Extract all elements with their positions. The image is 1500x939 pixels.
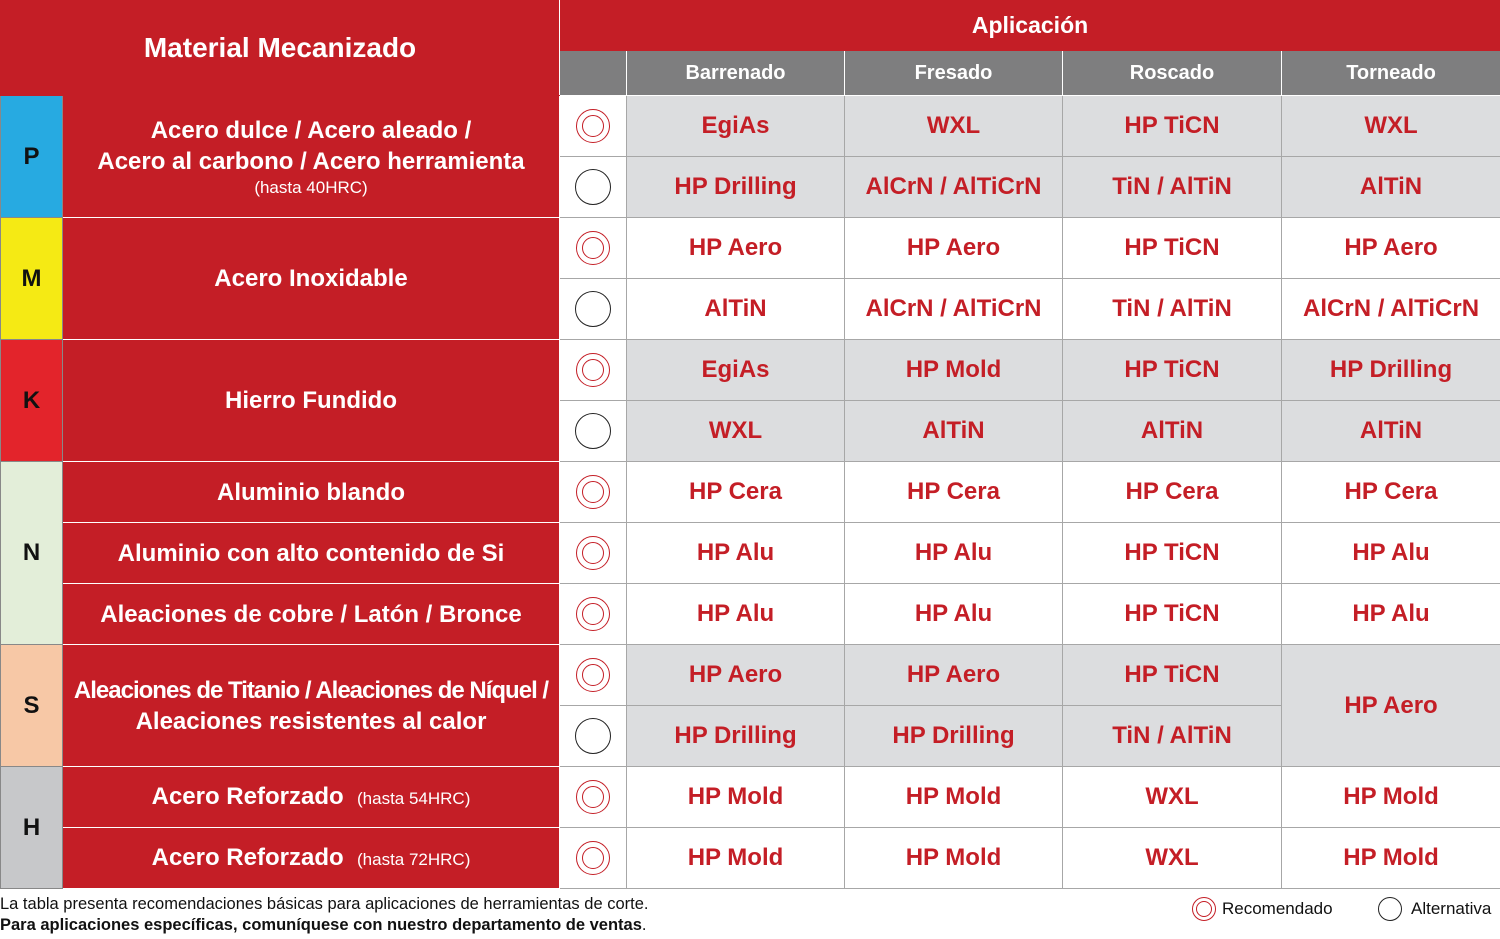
table-cell: WXL bbox=[627, 401, 845, 462]
material-s bbox=[63, 645, 560, 767]
table-cell: HP Mold bbox=[627, 767, 845, 828]
material-p-line2: Acero al carbono / Acero herramienta bbox=[97, 147, 525, 175]
table-cell: HP Mold bbox=[845, 340, 1063, 401]
table-cell: HP Aero bbox=[845, 645, 1063, 706]
material-h2-note: (hasta 72HRC) bbox=[357, 849, 471, 869]
table-cell: HP TiCN bbox=[1063, 218, 1282, 279]
double-ring-icon bbox=[576, 841, 610, 875]
material-s-line2: Aleaciones resistentes al calor bbox=[135, 707, 487, 735]
material-m: Acero Inoxidable bbox=[63, 218, 560, 340]
alternative-symbol bbox=[560, 279, 627, 340]
material-h1 bbox=[63, 767, 560, 828]
material-h2-name: Acero Reforzado bbox=[151, 843, 344, 871]
table-cell: HP TiCN bbox=[1063, 645, 1282, 706]
table-cell: AlTiN bbox=[1282, 401, 1500, 462]
table-cell: HP Aero bbox=[845, 218, 1063, 279]
circle-icon bbox=[575, 413, 611, 449]
double-ring-icon bbox=[576, 231, 610, 265]
circle-icon bbox=[575, 718, 611, 754]
table-cell: HP Cera bbox=[627, 462, 845, 523]
table-cell: EgiAs bbox=[627, 340, 845, 401]
table-cell: WXL bbox=[845, 96, 1063, 157]
material-k: Hierro Fundido bbox=[63, 340, 560, 462]
recommended-symbol bbox=[560, 340, 627, 401]
table-cell: HP Mold bbox=[845, 767, 1063, 828]
alternative-symbol bbox=[560, 401, 627, 462]
table-cell: HP Mold bbox=[1282, 767, 1500, 828]
table-cell: HP TiCN bbox=[1063, 584, 1282, 645]
table-cell: HP Aero bbox=[627, 218, 845, 279]
table-cell: AlTiN bbox=[1282, 157, 1500, 218]
double-ring-icon bbox=[576, 658, 610, 692]
table-cell: HP Mold bbox=[845, 828, 1063, 889]
table-cell: AlCrN / AlTiCrN bbox=[845, 157, 1063, 218]
double-ring-icon bbox=[576, 597, 610, 631]
table-cell: HP TiCN bbox=[1063, 340, 1282, 401]
material-n1: Aluminio blando bbox=[63, 462, 560, 523]
table-cell: WXL bbox=[1282, 96, 1500, 157]
material-p-note: (hasta 40HRC) bbox=[254, 177, 368, 197]
legend-recommended bbox=[1192, 897, 1333, 921]
table-cell: HP Aero bbox=[1282, 218, 1500, 279]
table-cell: HP Aero bbox=[627, 645, 845, 706]
material-p-line1: Acero dulce / Acero aleado / bbox=[150, 116, 472, 144]
table-cell: HP Alu bbox=[845, 523, 1063, 584]
recommended-symbol bbox=[560, 218, 627, 279]
table-cell: HP Drilling bbox=[627, 157, 845, 218]
table-cell: HP Cera bbox=[1282, 462, 1500, 523]
table-cell: HP Alu bbox=[627, 523, 845, 584]
table-cell: AlTiN bbox=[845, 401, 1063, 462]
group-h-label: H bbox=[1, 767, 63, 889]
legend-alternative-label: Alternativa bbox=[1411, 899, 1492, 918]
footer-line2-end: . bbox=[641, 916, 647, 934]
alternative-symbol bbox=[560, 157, 627, 218]
footer-line1: La tabla presenta recomendaciones básicas para aplicaciones de herramientas de corte. bbox=[0, 895, 649, 913]
footer-line2 bbox=[0, 915, 648, 936]
table-cell: TiN / AlTiN bbox=[1063, 157, 1282, 218]
recommended-symbol bbox=[560, 462, 627, 523]
material-header: Material Mecanizado bbox=[1, 1, 560, 96]
recommended-symbol bbox=[560, 828, 627, 889]
material-h1-name: Acero Reforzado bbox=[151, 782, 344, 810]
recommended-symbol bbox=[560, 767, 627, 828]
table-cell: HP Mold bbox=[627, 828, 845, 889]
material-n3: Aleaciones de cobre / Latón / Bronce bbox=[63, 584, 560, 645]
material-h2 bbox=[63, 828, 560, 889]
recommended-symbol bbox=[560, 645, 627, 706]
legend-recommended-label: Recomendado bbox=[1222, 899, 1333, 918]
table-cell: HP TiCN bbox=[1063, 523, 1282, 584]
footer-line2-bold: Para aplicaciones específicas, comuníquese con nuestro departamento de ventas bbox=[0, 916, 642, 934]
table-cell: HP Drilling bbox=[627, 706, 845, 767]
circle-icon bbox=[575, 291, 611, 327]
table-cell: HP Cera bbox=[845, 462, 1063, 523]
double-ring-icon bbox=[1192, 897, 1216, 921]
column-header-roscado: Roscado bbox=[1063, 51, 1282, 96]
table-cell: HP Cera bbox=[1063, 462, 1282, 523]
column-header-fresado: Fresado bbox=[845, 51, 1063, 96]
table-cell: WXL bbox=[1063, 767, 1282, 828]
table-cell: HP Alu bbox=[845, 584, 1063, 645]
group-n-label: N bbox=[1, 462, 63, 645]
group-k-label: K bbox=[1, 340, 63, 462]
table-cell: AlCrN / AlTiCrN bbox=[845, 279, 1063, 340]
circle-icon bbox=[1378, 897, 1402, 921]
group-p-label: P bbox=[1, 96, 63, 218]
footer-note bbox=[0, 894, 648, 936]
table-cell: HP Mold bbox=[1282, 828, 1500, 889]
double-ring-icon bbox=[576, 353, 610, 387]
group-m-label: M bbox=[1, 218, 63, 340]
material-s-line1: Aleaciones de Titanio / Aleaciones de Níquel / bbox=[73, 676, 549, 704]
legend-alternative bbox=[1378, 897, 1491, 921]
table-cell: TiN / AlTiN bbox=[1063, 706, 1282, 767]
table-cell: HP Aero bbox=[1282, 645, 1500, 767]
table-cell: HP Alu bbox=[627, 584, 845, 645]
circle-icon bbox=[575, 169, 611, 205]
recommended-symbol bbox=[560, 584, 627, 645]
table-cell: HP Alu bbox=[1282, 584, 1500, 645]
table-cell: HP Drilling bbox=[1282, 340, 1500, 401]
table-cell: AlCrN / AlTiCrN bbox=[1282, 279, 1500, 340]
application-header: Aplicación bbox=[560, 1, 1500, 51]
group-s-label: S bbox=[1, 645, 63, 767]
column-header-torneado: Torneado bbox=[1282, 51, 1500, 96]
material-h1-note: (hasta 54HRC) bbox=[357, 788, 471, 808]
material-p bbox=[63, 96, 560, 218]
table-cell: AlTiN bbox=[627, 279, 845, 340]
table-cell: HP Drilling bbox=[845, 706, 1063, 767]
double-ring-icon bbox=[576, 536, 610, 570]
table-cell: AlTiN bbox=[1063, 401, 1282, 462]
symbol-column-header bbox=[560, 51, 627, 96]
double-ring-icon bbox=[576, 780, 610, 814]
table-cell: WXL bbox=[1063, 828, 1282, 889]
double-ring-icon bbox=[576, 475, 610, 509]
alternative-symbol bbox=[560, 706, 627, 767]
recommended-symbol bbox=[560, 523, 627, 584]
table-cell: HP Alu bbox=[1282, 523, 1500, 584]
table-cell: EgiAs bbox=[627, 96, 845, 157]
recommended-symbol bbox=[560, 96, 627, 157]
table-cell: TiN / AlTiN bbox=[1063, 279, 1282, 340]
column-header-barrenado: Barrenado bbox=[627, 51, 845, 96]
double-ring-icon bbox=[576, 109, 610, 143]
material-n2: Aluminio con alto contenido de Si bbox=[63, 523, 560, 584]
table-cell: HP TiCN bbox=[1063, 96, 1282, 157]
